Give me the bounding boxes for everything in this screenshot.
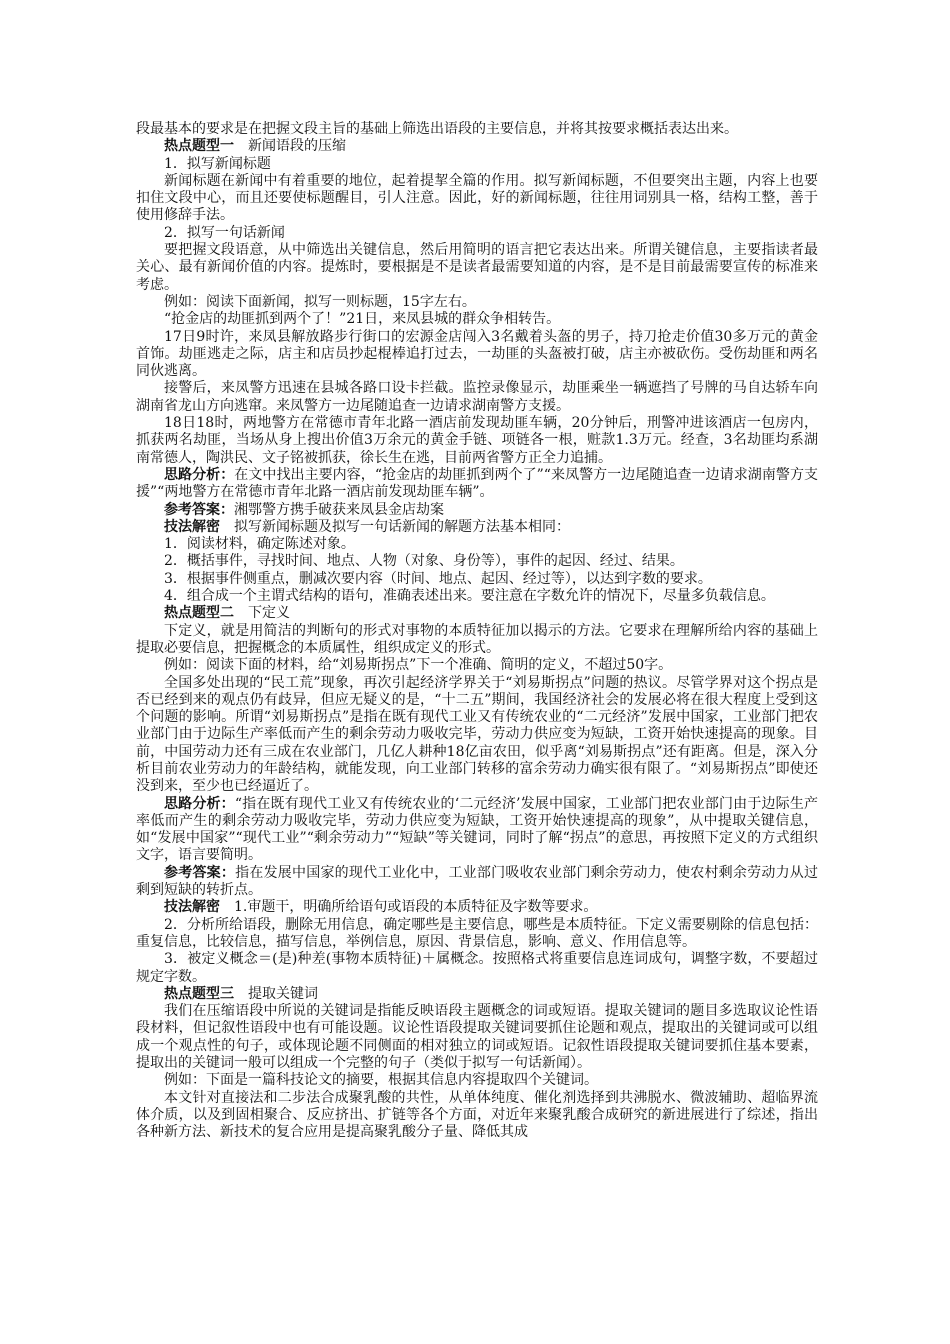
paragraph: 我们在压缩语段中所说的关键词是指能反映语段主题概念的词或短语。提取关键词的题目多选取议论性语段材料，但记叙性语段中也有可能设题。议论性语段提取关键词要抓住论题和观点，提取出的关键词或可以组成一个观点性的句子，或体现论题不同侧面的相对独立的词或短语。记叙性语段提取关键词要抓住基本要素，提取出的关键词一般可以组成一个完整的句子（类似于拟写一句话新闻）。: [136, 1003, 818, 1072]
step-item: 4．组合成一个主谓式结构的语句，准确表述出来。要注意在字数允许的情况下，尽量多负载信息。: [164, 588, 775, 605]
technique-label: 技法解密: [164, 899, 220, 916]
answer-text: 指在发展中国家的现代工业化中，工业部门吸收农业部门剩余劳动力，使农村剩余劳动力从过剩到短缺的转折点。: [136, 864, 819, 899]
paragraph: 下定义，就是用简洁的判断句的形式对事物的本质特征加以揭示的方法。它要求在理解所给内容的基础上提取必要信息，把握概念的本质属性，组织成定义的形式。: [136, 622, 818, 656]
analysis-text: 在文中找出主要内容，“抢金店的劫匪抓到两个了”“来凤警方一边尾随追查一边请求湖南警方支援”“两地警方在常德市青年北路一酒店前发现劫匪车辆”。: [136, 466, 818, 501]
subheading: 1．拟写新闻标题: [164, 155, 271, 172]
section-label: 热点题型一: [164, 138, 234, 155]
example-prompt: 例如：阅读下面的材料，给“刘易斯拐点”下一个准确、简明的定义，不超过50字。: [164, 657, 673, 674]
paragraph-intro: 段最基本的要求是在把握文段主旨的基础上筛选出语段的主要信息，并将其按要求概括表达出来。: [136, 121, 738, 137]
section-label: 热点题型三: [164, 985, 234, 1002]
answer-label: 参考答案：: [164, 864, 236, 881]
section-title: 提取关键词: [248, 985, 318, 1002]
example-prompt: 例如：下面是一篇科技论文的摘要，根据其信息内容提取四个关键词。: [164, 1072, 598, 1089]
news-paragraph: 接警后，来凤警方迅速在县城各路口设卡拦截。监控录像显示，劫匪乘坐一辆遮挡了号牌的马自达轿车向湖南省龙山方向逃窜。来凤警方一边尾随追查一边请求湖南警方支援。: [136, 380, 818, 414]
technique-label: 技法解密: [164, 518, 220, 535]
document-page: [136, 121, 818, 1142]
technique-text: 拟写新闻标题及拟写一句话新闻的解题方法基本相同：: [234, 518, 570, 535]
technique-paragraph: [136, 899, 818, 916]
section-heading-2: [136, 605, 818, 622]
example-prompt: 例如：阅读下面新闻，拟写一则标题，15字左右。: [164, 293, 476, 310]
step-item: 3．根据事件侧重点，删减次要内容（时间、地点、起因、经过等），以达到字数的要求。: [164, 570, 712, 587]
section-heading-1: [136, 138, 818, 155]
section-title: 新闻语段的压缩: [248, 138, 346, 155]
answer-paragraph: [136, 502, 818, 519]
analysis-paragraph: [136, 467, 818, 502]
answer-paragraph: [136, 865, 818, 900]
step-item: 2．分析所给语段，删除无用信息，确定哪些是主要信息，哪些是本质特征。下定义需要剔除的信息包括：重复信息，比较信息，描写信息，举例信息，原因、背景信息，影响、意义、作用信息等。: [136, 916, 818, 950]
analysis-label: 思路分析：: [164, 795, 235, 812]
paragraph: 要把握文段语意，从中筛选出关键信息，然后用简明的语言把它表达出来。所谓关键信息，主要指读者最关心、最有新闻价值的内容。提炼时，要根据是不是读者最需要知道的内容，是不是目前最需要宣传的标准来考虑。: [136, 242, 818, 293]
technique-paragraph: [136, 519, 818, 536]
section-title: 下定义: [248, 605, 290, 622]
answer-label: 参考答案：: [164, 501, 234, 518]
paragraph: 新闻标题在新闻中有着重要的地位，起着提挈全篇的作用。拟写新闻标题，不但要突出主题，内容上也要扣住文段中心，而且还要使标题醒目，引人注意。因此，好的新闻标题，往往用词别具一格，结构工整，善于使用修辞手法。: [136, 172, 818, 224]
analysis-text: “指在既有现代工业又有传统农业的‘二元经济’发展中国家，工业部门把农业部门由于边际生产率低而产生的剩余劳动力吸收完毕，劳动力供应变为短缺，工资开始快速提高的现象”，从中提取关键信息，如“发展中国家”“现代工业”“剩余劳动力”“短缺”等关键词，同时了解“拐点”的意思，再按照下定义的方式组织文字，语言要简明。: [136, 795, 819, 864]
material-paragraph: 本文针对直接法和二步法合成聚乳酸的共性，从单体纯度、催化剂选择到共沸脱水、微波辅助、超临界流体介质，以及到固相聚合、反应挤出、扩链等各个方面，对近年来聚乳酸合成研究的新进展进行了综述，指出各种新方法、新技术的复合应用是提高聚乳酸分子量、降低其成: [136, 1089, 818, 1141]
step-item: 3．被定义概念＝(是)种差(事物本质特征)＋属概念。按照格式将重要信息连词成句，调整字数，不要超过规定字数。: [136, 951, 818, 985]
analysis-paragraph: [136, 796, 818, 865]
material-paragraph: 全国多处出现的“民工荒”现象，再次引起经济学界关于“刘易斯拐点”问题的热议。尽管学界对这个拐点是否已经到来的观点仍有歧异，但应无疑义的是，“十二五”期间，我国经济社会的发展必将在很大程度上受到这个问题的影响。所谓“刘易斯拐点”是指在既有现代工业又有传统农业的“二元经济”发展中国家，工业部门把农业部门由于边际生产率低而产生的剩余劳动力吸收完毕，劳动力供应变为短缺，工资开始快速提高的现象。目前，中国劳动力还有三成在农业部门，几亿人耕种18亿亩农田，似乎离“刘易斯拐点”还有距离。但是，深入分析目前农业劳动力的年龄结构，就能发现，向工业部门转移的富余劳动力确实很有限了。“刘易斯拐点”即使还没到来，至少也已经逼近了。: [136, 674, 818, 795]
step-item: 1．阅读材料，确定陈述对象。: [164, 536, 355, 553]
technique-text: 1.审题干，明确所给语句或语段的本质特征及字数等要求。: [234, 899, 598, 916]
news-paragraph: 17日9时许，来凤县解放路步行街口的宏源金店闯入3名戴着头盔的男子，持刀抢走价值30多万元的黄金首饰。劫匪逃走之际，店主和店员抄起棍棒追打过去，一劫匪的头盔被打破，店主亦被砍伤。受伤劫匪和两名同伙逃离。: [136, 328, 818, 380]
subheading: 2．拟写一句话新闻: [164, 224, 285, 241]
section-heading-3: [136, 986, 818, 1003]
section-label: 热点题型二: [164, 605, 234, 622]
news-paragraph: 18日18时，两地警方在常德市青年北路一酒店前发现劫匪车辆，20分钟后，刑警冲进该酒店一包房内，抓获两名劫匪，当场从身上搜出价值3万余元的黄金手链、项链各一根，赃款1.3万元。经查，3名劫匪均系湖南常德人，陶洪民、文子铭被抓获，徐长生在逃，目前两省警方正全力追捕。: [136, 415, 818, 466]
step-item: 2．概括事件，寻找时间、地点、人物（对象、身份等），事件的起因、经过、结果。: [164, 553, 684, 570]
news-paragraph: “抢金店的劫匪抓到两个了！”21日，来凤县城的群众争相转告。: [164, 311, 561, 328]
answer-text: 湘鄂警方携手破获来凤县金店劫案: [234, 501, 444, 518]
analysis-label: 思路分析：: [164, 466, 235, 483]
